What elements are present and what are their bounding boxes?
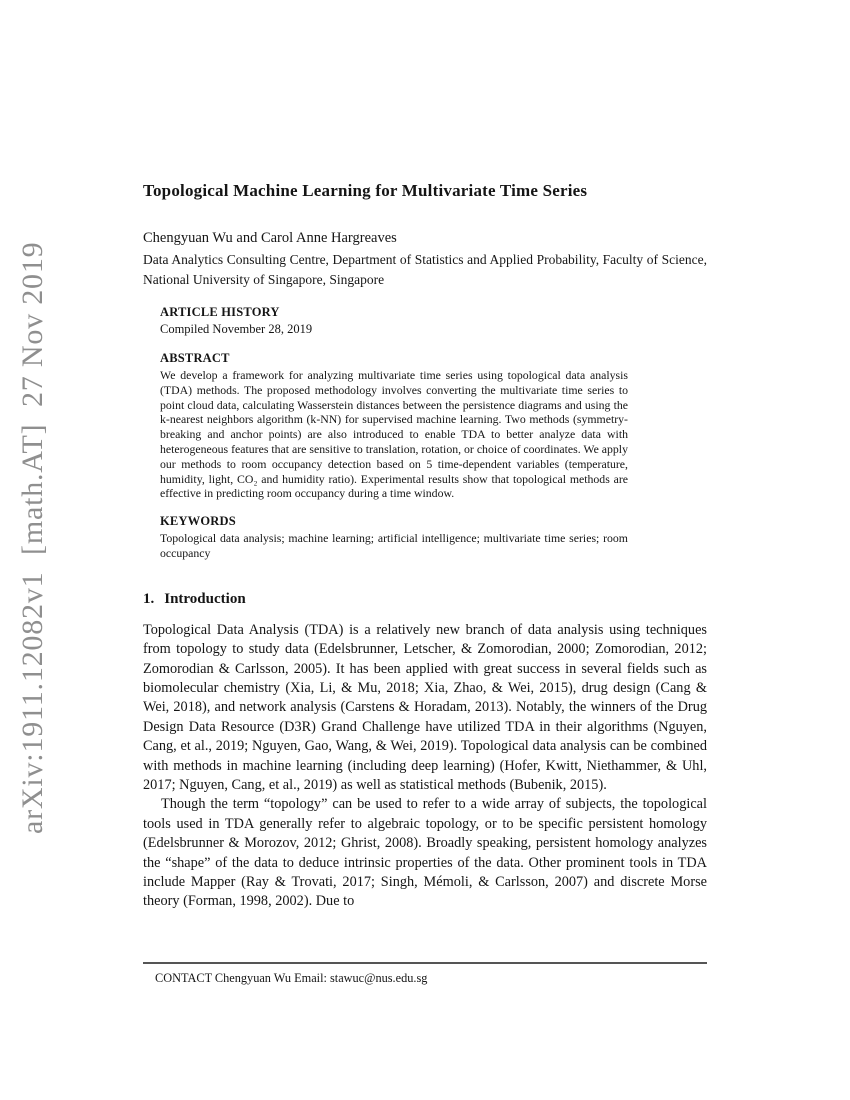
section-title: Introduction bbox=[164, 590, 246, 607]
introduction-paragraph-1: Topological Data Analysis (TDA) is a relatively new branch of data analysis using techniques from topology to study data (Edelsbrunner, Letscher, & Zomorodian, 2000; Zomorodian, 2012; Zomorodian & Carlsson, 2005). It has been applied with great success in several fields such as biomolecular chemistry (Xia, Li, & Mu, 2018; Xia, Zhao, & Wei, 2015), drug design (Cang & Wei, 2018), and network analysis (Carstens & Horadam, 2013). Notably, the winners of the Drug Design Data Resource (D3R) Grand Challenge have utilized TDA in their algorithms (Nguyen, Cang, et al., 2019; Nguyen, Gao, Wang, & Wei, 2019). Topological data analysis can be combined with methods in machine learning (including deep learning) (Hofer, Kwitt, Niethammer, & Uhl, 2017; Nguyen, Cang, et al., 2019) as well as statistical methods (Bubenik, 2015). bbox=[143, 621, 707, 794]
paper-authors: Chengyuan Wu and Carol Anne Hargreaves bbox=[143, 230, 397, 246]
article-history-value: Compiled November 28, 2019 bbox=[160, 322, 313, 336]
front-matter bbox=[160, 305, 628, 561]
page-footer bbox=[143, 962, 707, 986]
abstract-text: We develop a framework for analyzing multivariate time series using topological data analysis (TDA) methods. The proposed methodology involves converting the multivariate time series to point cloud data, calculating Wasserstein distances between the persistence diagrams and using the k-nearest neighbors algorithm (k-NN) for supervised machine learning. Two methods (symmetry-breaking and anchor points) are also introduced to enable TDA to better analyze data with heterogeneous features that are sensitive to translation, rotation, or choice of coordinates. We apply our methods to room occupancy detection based on 5 time-dependent variables (temperature, humidity, light, CO₂ and humidity ratio). Experimental results show that topological methods are effective in predicting room occupancy during a time window. bbox=[160, 368, 628, 501]
contact-line: CONTACT Chengyuan Wu Email: stawuc@nus.edu.sg bbox=[155, 971, 428, 985]
keywords-label: KEYWORDS bbox=[160, 514, 236, 529]
paper-title: Topological Machine Learning for Multivariate Time Series bbox=[143, 181, 588, 200]
keywords-text: Topological data analysis; machine learning; artificial intelligence; multivariate time series; room occupancy bbox=[160, 531, 628, 560]
arxiv-watermark: arXiv:1911.12082v1 [math.AT] 27 Nov 2019 bbox=[16, 241, 49, 834]
footer-rule bbox=[143, 962, 707, 964]
abstract-label: ABSTRACT bbox=[160, 351, 230, 365]
introduction-paragraph-2: Though the term “topology” can be used to refer to a wide array of subjects, the topological tools used in TDA generally refer to algebraic topology, or to be specific persistent homology (Edelsbrunner & Morozov, 2012; Ghrist, 2008). Broadly speaking, persistent homology analyzes the “shape” of the data to deduce intrinsic properties of the data. Other prominent tools in TDA include Mapper (Ray & Trovati, 2017; Singh, Mémoli, & Carlsson, 2007) and discrete Morse theory (Forman, 1998, 2002). Due to bbox=[143, 796, 707, 910]
paper-content bbox=[143, 181, 707, 912]
paper-affiliation: Data Analytics Consulting Centre, Department of Statistics and Applied Probability, Faculty of Science, National University of Singapore, Singapore bbox=[143, 252, 707, 287]
section-heading-introduction bbox=[143, 591, 707, 608]
article-history-label: ARTICLE HISTORY bbox=[160, 305, 280, 319]
section-number: 1. bbox=[143, 590, 155, 607]
